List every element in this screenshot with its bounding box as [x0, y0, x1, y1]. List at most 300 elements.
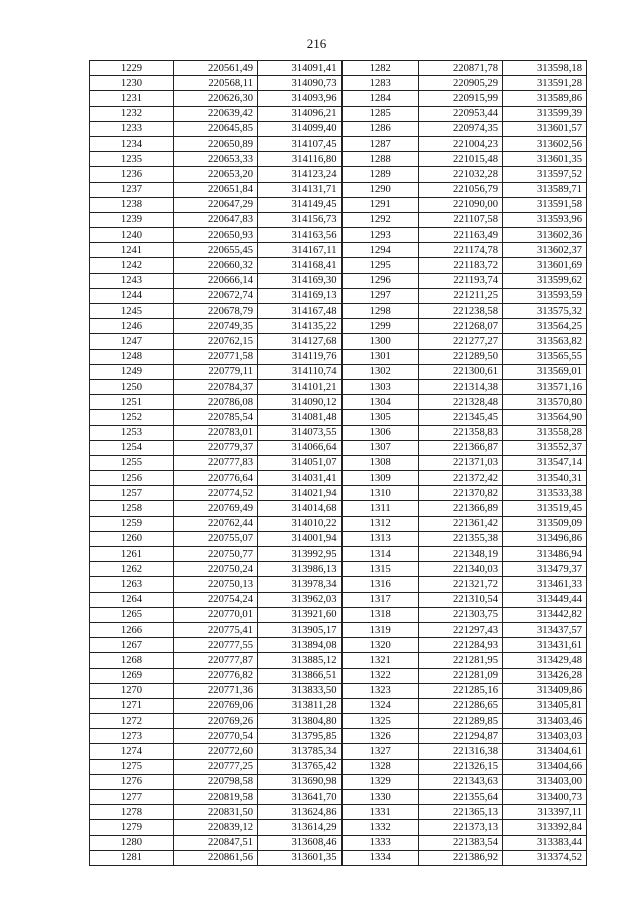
y-coordinate-cell: 314169,13 [258, 288, 342, 303]
y-coordinate-cell: 313894,08 [258, 638, 342, 653]
y-coordinate-cell: 313383,44 [503, 835, 587, 850]
point-number-cell: 1262 [90, 562, 174, 577]
y-coordinate-cell: 313593,59 [503, 288, 587, 303]
coordinates-table-body [90, 61, 587, 866]
x-coordinate-cell: 221277,27 [419, 334, 503, 349]
point-number-cell: 1305 [342, 410, 419, 425]
point-number-cell: 1316 [342, 577, 419, 592]
y-coordinate-cell: 313601,35 [258, 850, 342, 865]
point-number-cell: 1295 [342, 258, 419, 273]
table-row [90, 379, 587, 394]
point-number-cell: 1258 [90, 501, 174, 516]
x-coordinate-cell: 220762,44 [174, 516, 258, 531]
point-number-cell: 1326 [342, 729, 419, 744]
x-coordinate-cell: 220770,01 [174, 607, 258, 622]
y-coordinate-cell: 313403,46 [503, 714, 587, 729]
point-number-cell: 1279 [90, 820, 174, 835]
x-coordinate-cell: 220777,83 [174, 455, 258, 470]
point-number-cell: 1268 [90, 653, 174, 668]
x-coordinate-cell: 221015,48 [419, 152, 503, 167]
y-coordinate-cell: 313804,80 [258, 714, 342, 729]
table-row [90, 850, 587, 865]
x-coordinate-cell: 220847,51 [174, 835, 258, 850]
x-coordinate-cell: 220561,49 [174, 61, 258, 76]
point-number-cell: 1314 [342, 547, 419, 562]
x-coordinate-cell: 220779,11 [174, 364, 258, 379]
table-row [90, 501, 587, 516]
table-row [90, 714, 587, 729]
page-number: 216 [306, 36, 327, 51]
y-coordinate-cell: 313563,82 [503, 334, 587, 349]
y-coordinate-cell: 314167,48 [258, 304, 342, 319]
y-coordinate-cell: 313437,57 [503, 622, 587, 637]
x-coordinate-cell: 220650,93 [174, 228, 258, 243]
x-coordinate-cell: 221365,13 [419, 805, 503, 820]
point-number-cell: 1276 [90, 774, 174, 789]
point-number-cell: 1322 [342, 668, 419, 683]
x-coordinate-cell: 221355,64 [419, 790, 503, 805]
point-number-cell: 1257 [90, 486, 174, 501]
point-number-cell: 1308 [342, 455, 419, 470]
x-coordinate-cell: 221383,54 [419, 835, 503, 850]
y-coordinate-cell: 314116,80 [258, 152, 342, 167]
x-coordinate-cell: 221310,54 [419, 592, 503, 607]
y-coordinate-cell: 314127,68 [258, 334, 342, 349]
y-coordinate-cell: 313533,38 [503, 486, 587, 501]
point-number-cell: 1250 [90, 379, 174, 394]
x-coordinate-cell: 221373,13 [419, 820, 503, 835]
y-coordinate-cell: 314169,30 [258, 273, 342, 288]
point-number-cell: 1246 [90, 319, 174, 334]
y-coordinate-cell: 314149,45 [258, 197, 342, 212]
point-number-cell: 1309 [342, 471, 419, 486]
y-coordinate-cell: 313426,28 [503, 668, 587, 683]
x-coordinate-cell: 220785,54 [174, 410, 258, 425]
x-coordinate-cell: 221366,87 [419, 440, 503, 455]
table-row [90, 638, 587, 653]
x-coordinate-cell: 220660,32 [174, 258, 258, 273]
y-coordinate-cell: 313785,34 [258, 744, 342, 759]
point-number-cell: 1287 [342, 136, 419, 151]
point-number-cell: 1231 [90, 91, 174, 106]
x-coordinate-cell: 221326,15 [419, 759, 503, 774]
y-coordinate-cell: 313962,03 [258, 592, 342, 607]
table-row [90, 212, 587, 227]
point-number-cell: 1229 [90, 61, 174, 76]
table-row [90, 531, 587, 546]
x-coordinate-cell: 221285,16 [419, 683, 503, 698]
y-coordinate-cell: 314001,94 [258, 531, 342, 546]
x-coordinate-cell: 220655,45 [174, 243, 258, 258]
x-coordinate-cell: 221032,28 [419, 167, 503, 182]
x-coordinate-cell: 220769,26 [174, 714, 258, 729]
table-row [90, 805, 587, 820]
point-number-cell: 1275 [90, 759, 174, 774]
point-number-cell: 1282 [342, 61, 419, 76]
y-coordinate-cell: 313589,86 [503, 91, 587, 106]
x-coordinate-cell: 221316,38 [419, 744, 503, 759]
point-number-cell: 1306 [342, 425, 419, 440]
x-coordinate-cell: 220771,58 [174, 349, 258, 364]
point-number-cell: 1233 [90, 121, 174, 136]
y-coordinate-cell: 313403,03 [503, 729, 587, 744]
y-coordinate-cell: 313992,95 [258, 547, 342, 562]
table-row [90, 121, 587, 136]
x-coordinate-cell: 220974,35 [419, 121, 503, 136]
point-number-cell: 1304 [342, 395, 419, 410]
x-coordinate-cell: 221343,63 [419, 774, 503, 789]
x-coordinate-cell: 220953,44 [419, 106, 503, 121]
table-row [90, 622, 587, 637]
table-row [90, 273, 587, 288]
point-number-cell: 1267 [90, 638, 174, 653]
y-coordinate-cell: 313479,37 [503, 562, 587, 577]
y-coordinate-cell: 313602,56 [503, 136, 587, 151]
y-coordinate-cell: 313601,69 [503, 258, 587, 273]
table-row [90, 364, 587, 379]
table-row [90, 136, 587, 151]
table-row [90, 288, 587, 303]
point-number-cell: 1318 [342, 607, 419, 622]
y-coordinate-cell: 314091,41 [258, 61, 342, 76]
x-coordinate-cell: 221371,03 [419, 455, 503, 470]
x-coordinate-cell: 221289,50 [419, 349, 503, 364]
y-coordinate-cell: 313811,28 [258, 698, 342, 713]
x-coordinate-cell: 221345,45 [419, 410, 503, 425]
point-number-cell: 1294 [342, 243, 419, 258]
x-coordinate-cell: 221297,43 [419, 622, 503, 637]
point-number-cell: 1324 [342, 698, 419, 713]
y-coordinate-cell: 313571,16 [503, 379, 587, 394]
point-number-cell: 1239 [90, 212, 174, 227]
point-number-cell: 1311 [342, 501, 419, 516]
x-coordinate-cell: 221314,38 [419, 379, 503, 394]
table-row [90, 759, 587, 774]
y-coordinate-cell: 313885,12 [258, 653, 342, 668]
y-coordinate-cell: 314090,12 [258, 395, 342, 410]
table-row [90, 76, 587, 91]
point-number-cell: 1284 [342, 91, 419, 106]
x-coordinate-cell: 220783,01 [174, 425, 258, 440]
x-coordinate-cell: 221107,58 [419, 212, 503, 227]
point-number-cell: 1245 [90, 304, 174, 319]
x-coordinate-cell: 220839,12 [174, 820, 258, 835]
table-row [90, 835, 587, 850]
y-coordinate-cell: 314156,73 [258, 212, 342, 227]
y-coordinate-cell: 314119,76 [258, 349, 342, 364]
x-coordinate-cell: 220647,83 [174, 212, 258, 227]
y-coordinate-cell: 313602,37 [503, 243, 587, 258]
y-coordinate-cell: 314099,40 [258, 121, 342, 136]
y-coordinate-cell: 313552,37 [503, 440, 587, 455]
point-number-cell: 1266 [90, 622, 174, 637]
x-coordinate-cell: 221358,83 [419, 425, 503, 440]
point-number-cell: 1298 [342, 304, 419, 319]
x-coordinate-cell: 220749,35 [174, 319, 258, 334]
table-row [90, 258, 587, 273]
x-coordinate-cell: 220831,50 [174, 805, 258, 820]
x-coordinate-cell: 220798,58 [174, 774, 258, 789]
x-coordinate-cell: 220770,54 [174, 729, 258, 744]
point-number-cell: 1281 [90, 850, 174, 865]
y-coordinate-cell: 314093,96 [258, 91, 342, 106]
point-number-cell: 1238 [90, 197, 174, 212]
table-row [90, 820, 587, 835]
y-coordinate-cell: 313765,42 [258, 759, 342, 774]
point-number-cell: 1332 [342, 820, 419, 835]
x-coordinate-cell: 220819,58 [174, 790, 258, 805]
y-coordinate-cell: 313921,60 [258, 607, 342, 622]
x-coordinate-cell: 220647,29 [174, 197, 258, 212]
x-coordinate-cell: 221284,93 [419, 638, 503, 653]
table-row [90, 243, 587, 258]
point-number-cell: 1288 [342, 152, 419, 167]
point-number-cell: 1236 [90, 167, 174, 182]
y-coordinate-cell: 313591,58 [503, 197, 587, 212]
table-row [90, 152, 587, 167]
point-number-cell: 1272 [90, 714, 174, 729]
table-row [90, 455, 587, 470]
y-coordinate-cell: 314090,73 [258, 76, 342, 91]
x-coordinate-cell: 220776,82 [174, 668, 258, 683]
x-coordinate-cell: 220769,49 [174, 501, 258, 516]
x-coordinate-cell: 220651,84 [174, 182, 258, 197]
y-coordinate-cell: 314051,07 [258, 455, 342, 470]
point-number-cell: 1234 [90, 136, 174, 151]
y-coordinate-cell: 313486,94 [503, 547, 587, 562]
x-coordinate-cell: 221174,78 [419, 243, 503, 258]
y-coordinate-cell: 313833,50 [258, 683, 342, 698]
point-number-cell: 1274 [90, 744, 174, 759]
x-coordinate-cell: 220915,99 [419, 91, 503, 106]
y-coordinate-cell: 313374,52 [503, 850, 587, 865]
table-row [90, 471, 587, 486]
table-row [90, 319, 587, 334]
x-coordinate-cell: 220777,25 [174, 759, 258, 774]
y-coordinate-cell: 313589,71 [503, 182, 587, 197]
point-number-cell: 1330 [342, 790, 419, 805]
point-number-cell: 1315 [342, 562, 419, 577]
y-coordinate-cell: 314073,55 [258, 425, 342, 440]
x-coordinate-cell: 220666,14 [174, 273, 258, 288]
y-coordinate-cell: 313558,28 [503, 425, 587, 440]
point-number-cell: 1248 [90, 349, 174, 364]
y-coordinate-cell: 313442,82 [503, 607, 587, 622]
point-number-cell: 1292 [342, 212, 419, 227]
y-coordinate-cell: 313509,09 [503, 516, 587, 531]
point-number-cell: 1325 [342, 714, 419, 729]
point-number-cell: 1283 [342, 76, 419, 91]
table-row [90, 744, 587, 759]
point-number-cell: 1328 [342, 759, 419, 774]
point-number-cell: 1237 [90, 182, 174, 197]
table-row [90, 516, 587, 531]
table-row [90, 91, 587, 106]
x-coordinate-cell: 220774,52 [174, 486, 258, 501]
x-coordinate-cell: 221355,38 [419, 531, 503, 546]
y-coordinate-cell: 313429,48 [503, 653, 587, 668]
x-coordinate-cell: 221366,89 [419, 501, 503, 516]
point-number-cell: 1265 [90, 607, 174, 622]
y-coordinate-cell: 314014,68 [258, 501, 342, 516]
point-number-cell: 1253 [90, 425, 174, 440]
x-coordinate-cell: 221281,95 [419, 653, 503, 668]
x-coordinate-cell: 220639,42 [174, 106, 258, 121]
y-coordinate-cell: 313496,86 [503, 531, 587, 546]
y-coordinate-cell: 313519,45 [503, 501, 587, 516]
x-coordinate-cell: 221056,79 [419, 182, 503, 197]
x-coordinate-cell: 221294,87 [419, 729, 503, 744]
y-coordinate-cell: 314010,22 [258, 516, 342, 531]
y-coordinate-cell: 313978,34 [258, 577, 342, 592]
point-number-cell: 1264 [90, 592, 174, 607]
x-coordinate-cell: 220772,60 [174, 744, 258, 759]
y-coordinate-cell: 313569,01 [503, 364, 587, 379]
point-number-cell: 1240 [90, 228, 174, 243]
x-coordinate-cell: 220769,06 [174, 698, 258, 713]
table-row [90, 592, 587, 607]
point-number-cell: 1286 [342, 121, 419, 136]
table-row [90, 61, 587, 76]
y-coordinate-cell: 313575,32 [503, 304, 587, 319]
table-row [90, 410, 587, 425]
x-coordinate-cell: 220672,74 [174, 288, 258, 303]
x-coordinate-cell: 220750,24 [174, 562, 258, 577]
y-coordinate-cell: 313614,29 [258, 820, 342, 835]
y-coordinate-cell: 313400,73 [503, 790, 587, 805]
point-number-cell: 1321 [342, 653, 419, 668]
point-number-cell: 1313 [342, 531, 419, 546]
table-row [90, 425, 587, 440]
y-coordinate-cell: 313905,17 [258, 622, 342, 637]
y-coordinate-cell: 314031,41 [258, 471, 342, 486]
x-coordinate-cell: 221281,09 [419, 668, 503, 683]
y-coordinate-cell: 313602,36 [503, 228, 587, 243]
x-coordinate-cell: 221300,61 [419, 364, 503, 379]
y-coordinate-cell: 314168,41 [258, 258, 342, 273]
x-coordinate-cell: 221286,65 [419, 698, 503, 713]
point-number-cell: 1244 [90, 288, 174, 303]
point-number-cell: 1273 [90, 729, 174, 744]
y-coordinate-cell: 313564,25 [503, 319, 587, 334]
x-coordinate-cell: 221211,25 [419, 288, 503, 303]
point-number-cell: 1297 [342, 288, 419, 303]
y-coordinate-cell: 314131,71 [258, 182, 342, 197]
y-coordinate-cell: 313597,52 [503, 167, 587, 182]
x-coordinate-cell: 220762,15 [174, 334, 258, 349]
point-number-cell: 1300 [342, 334, 419, 349]
y-coordinate-cell: 313601,57 [503, 121, 587, 136]
point-number-cell: 1277 [90, 790, 174, 805]
x-coordinate-cell: 220653,20 [174, 167, 258, 182]
y-coordinate-cell: 313608,46 [258, 835, 342, 850]
y-coordinate-cell: 313461,33 [503, 577, 587, 592]
point-number-cell: 1331 [342, 805, 419, 820]
x-coordinate-cell: 220771,36 [174, 683, 258, 698]
point-number-cell: 1296 [342, 273, 419, 288]
coordinates-table [89, 60, 587, 866]
point-number-cell: 1255 [90, 455, 174, 470]
point-number-cell: 1320 [342, 638, 419, 653]
point-number-cell: 1327 [342, 744, 419, 759]
y-coordinate-cell: 314135,22 [258, 319, 342, 334]
y-coordinate-cell: 314107,45 [258, 136, 342, 151]
table-row [90, 607, 587, 622]
table-row [90, 683, 587, 698]
y-coordinate-cell: 314167,11 [258, 243, 342, 258]
table-row [90, 197, 587, 212]
x-coordinate-cell: 221303,75 [419, 607, 503, 622]
x-coordinate-cell: 221289,85 [419, 714, 503, 729]
x-coordinate-cell: 220626,30 [174, 91, 258, 106]
table-row [90, 668, 587, 683]
point-number-cell: 1242 [90, 258, 174, 273]
point-number-cell: 1259 [90, 516, 174, 531]
x-coordinate-cell: 221348,19 [419, 547, 503, 562]
point-number-cell: 1319 [342, 622, 419, 637]
table-row [90, 562, 587, 577]
point-number-cell: 1303 [342, 379, 419, 394]
point-number-cell: 1256 [90, 471, 174, 486]
table-row [90, 774, 587, 789]
table-row [90, 106, 587, 121]
table-row [90, 486, 587, 501]
point-number-cell: 1290 [342, 182, 419, 197]
point-number-cell: 1249 [90, 364, 174, 379]
y-coordinate-cell: 313565,55 [503, 349, 587, 364]
point-number-cell: 1270 [90, 683, 174, 698]
table-row [90, 547, 587, 562]
x-coordinate-cell: 221370,82 [419, 486, 503, 501]
y-coordinate-cell: 313404,61 [503, 744, 587, 759]
y-coordinate-cell: 313795,85 [258, 729, 342, 744]
x-coordinate-cell: 220645,85 [174, 121, 258, 136]
point-number-cell: 1241 [90, 243, 174, 258]
table-row [90, 304, 587, 319]
point-number-cell: 1261 [90, 547, 174, 562]
x-coordinate-cell: 220871,78 [419, 61, 503, 76]
y-coordinate-cell: 313690,98 [258, 774, 342, 789]
point-number-cell: 1310 [342, 486, 419, 501]
x-coordinate-cell: 220750,13 [174, 577, 258, 592]
table-row [90, 182, 587, 197]
x-coordinate-cell: 220775,41 [174, 622, 258, 637]
y-coordinate-cell: 313591,28 [503, 76, 587, 91]
y-coordinate-cell: 314110,74 [258, 364, 342, 379]
y-coordinate-cell: 313392,84 [503, 820, 587, 835]
point-number-cell: 1247 [90, 334, 174, 349]
y-coordinate-cell: 313601,35 [503, 152, 587, 167]
x-coordinate-cell: 221193,74 [419, 273, 503, 288]
point-number-cell: 1301 [342, 349, 419, 364]
x-coordinate-cell: 220905,29 [419, 76, 503, 91]
table-row [90, 440, 587, 455]
y-coordinate-cell: 314163,56 [258, 228, 342, 243]
point-number-cell: 1251 [90, 395, 174, 410]
point-number-cell: 1254 [90, 440, 174, 455]
point-number-cell: 1329 [342, 774, 419, 789]
point-number-cell: 1232 [90, 106, 174, 121]
y-coordinate-cell: 313564,90 [503, 410, 587, 425]
point-number-cell: 1333 [342, 835, 419, 850]
x-coordinate-cell: 220861,56 [174, 850, 258, 865]
table-row [90, 167, 587, 182]
table-row [90, 349, 587, 364]
x-coordinate-cell: 220784,37 [174, 379, 258, 394]
point-number-cell: 1293 [342, 228, 419, 243]
point-number-cell: 1302 [342, 364, 419, 379]
y-coordinate-cell: 313540,31 [503, 471, 587, 486]
